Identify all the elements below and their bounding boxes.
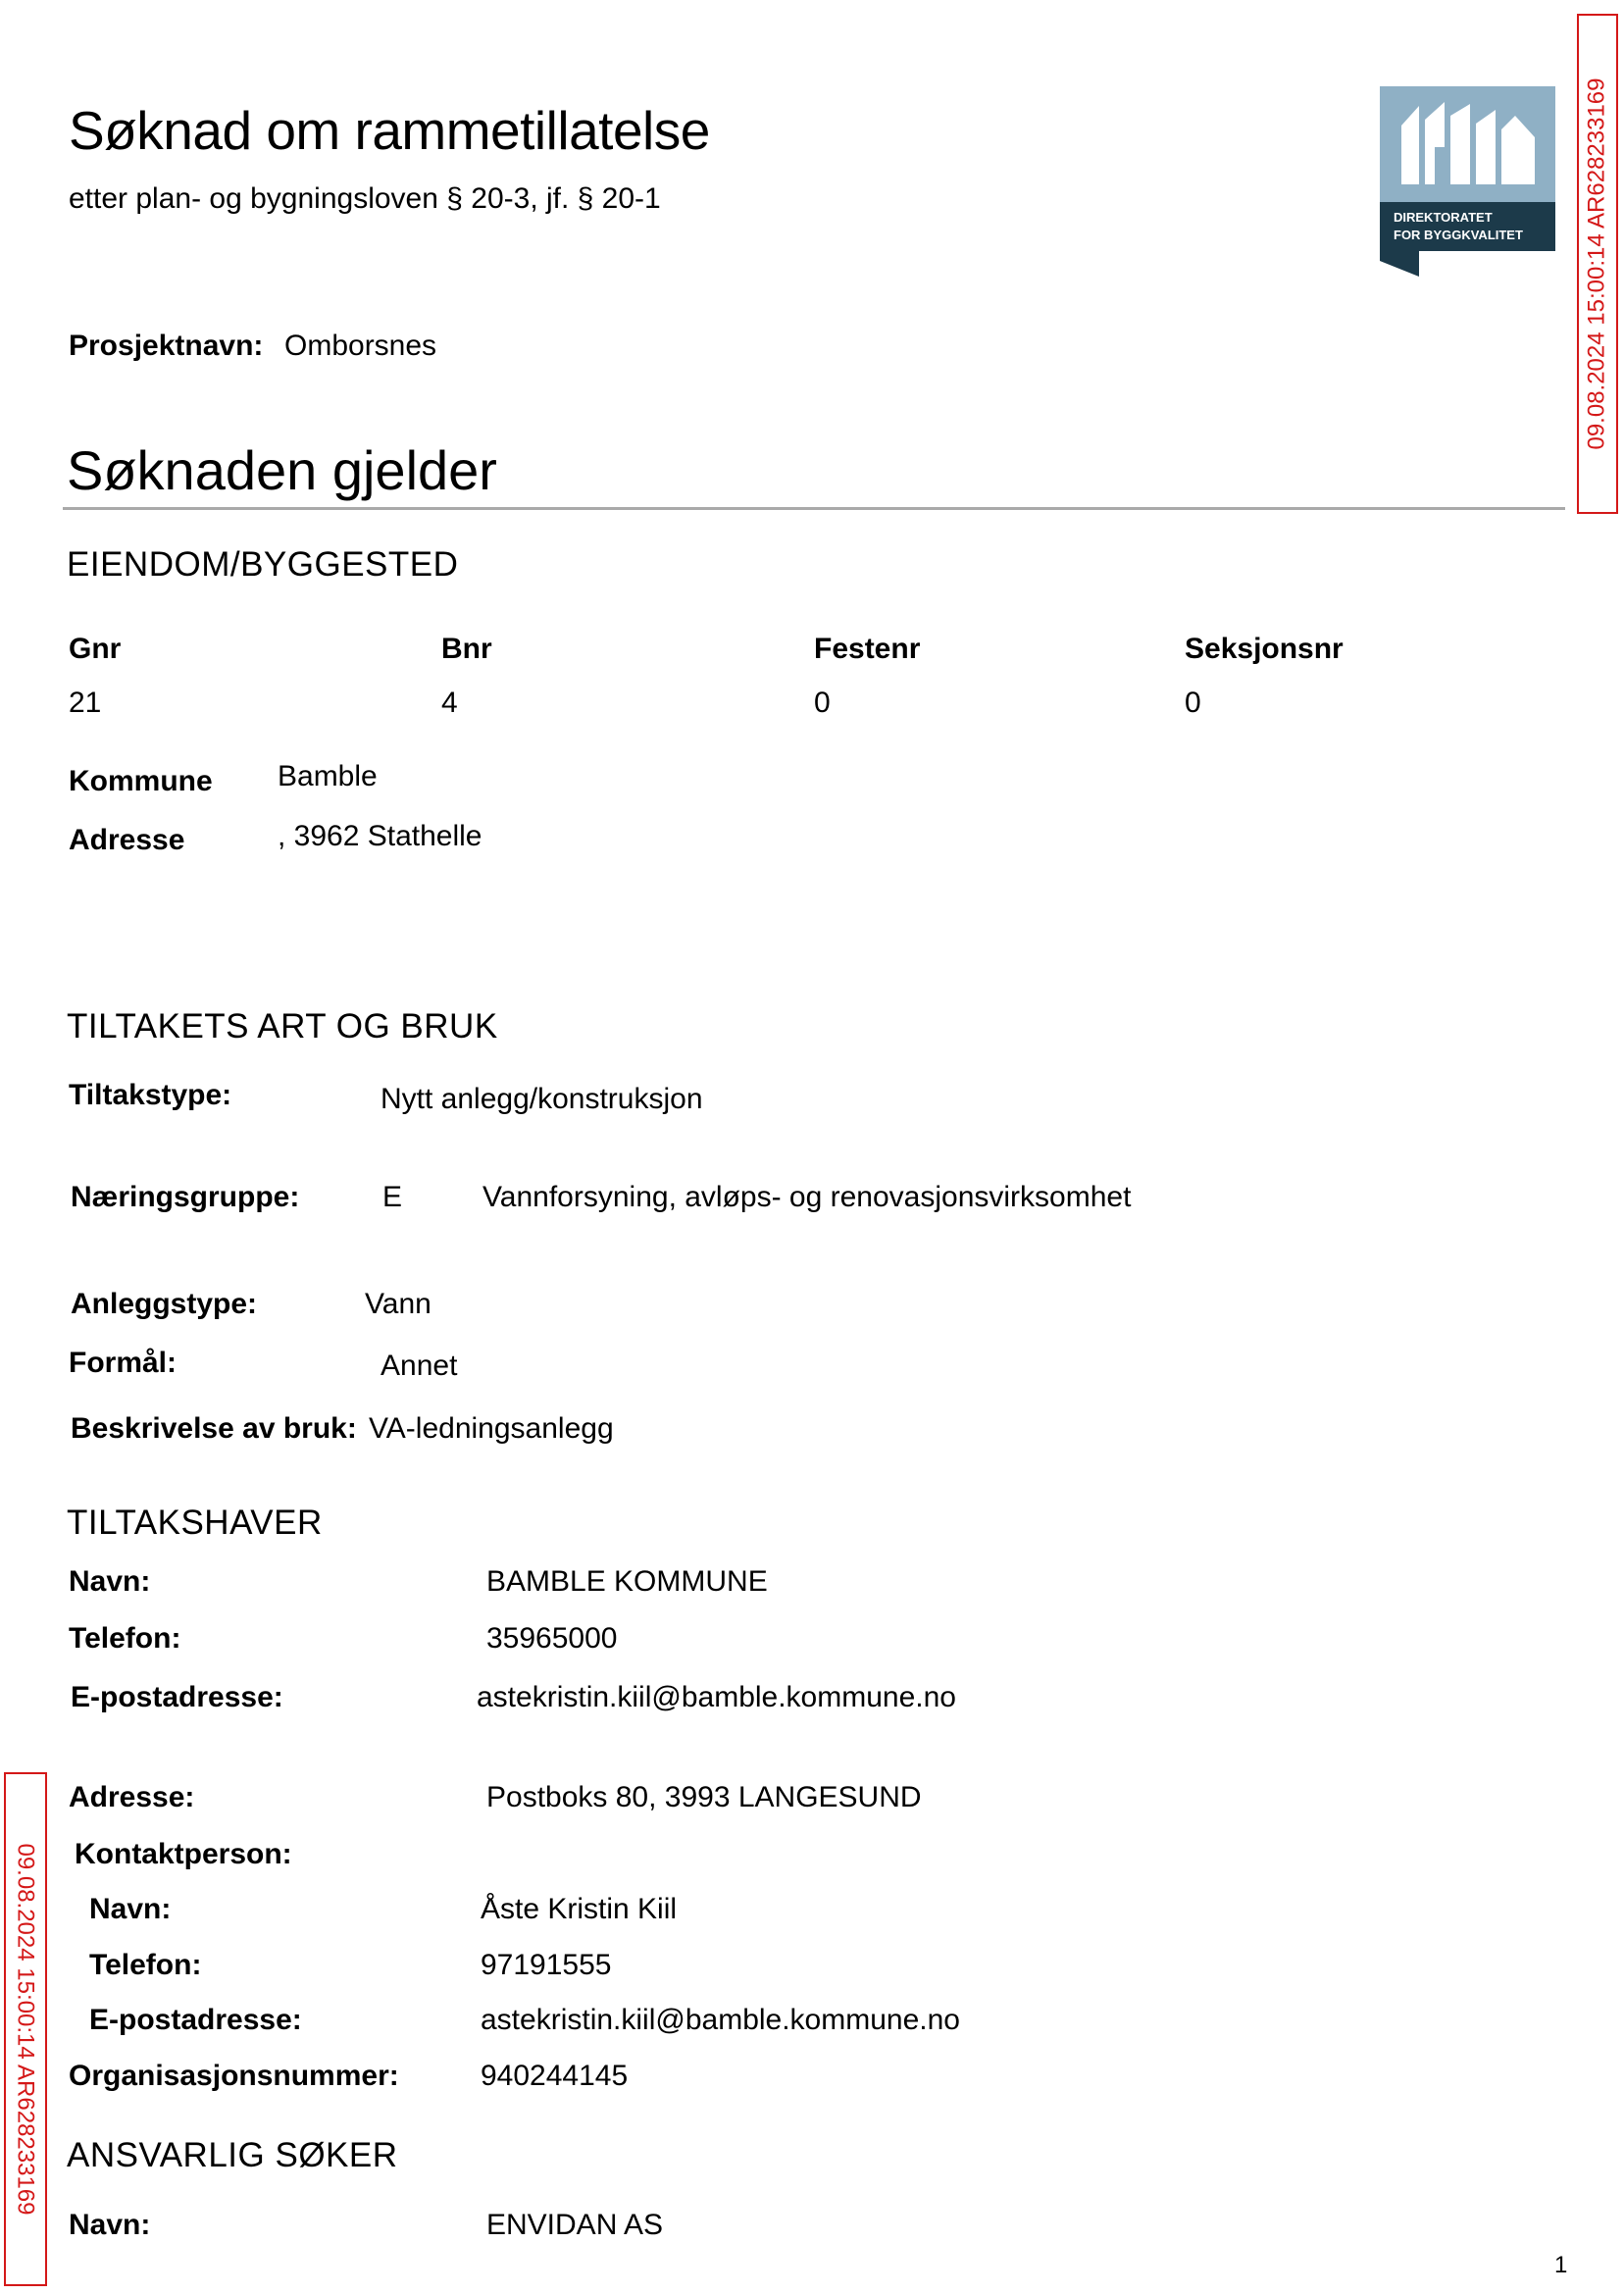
kontaktperson-label: Kontaktperson: xyxy=(75,1838,292,1870)
naeringsgruppe-code: E xyxy=(382,1181,403,1213)
col-gnr: Gnr xyxy=(69,633,122,665)
kontakt-epost-label: E-postadresse: xyxy=(89,2004,302,2036)
tiltakstype-label: Tiltakstype: xyxy=(69,1079,232,1111)
dibk-logo xyxy=(1380,86,1555,277)
kontakt-telefon-label: Telefon: xyxy=(89,1949,202,1981)
beskrivelse-value: VA-ledningsanlegg xyxy=(369,1412,614,1445)
adresse-value: , 3962 Stathelle xyxy=(278,820,482,852)
col-festenr: Festenr xyxy=(814,633,921,665)
val-festenr: 0 xyxy=(814,687,831,719)
beskrivelse-label: Beskrivelse av bruk: xyxy=(71,1412,357,1445)
kontakt-navn-label: Navn: xyxy=(89,1893,172,1925)
stamp-left xyxy=(4,1772,47,2286)
kontakt-telefon-value: 97191555 xyxy=(481,1949,612,1981)
orgnr-label: Organisasjonsnummer: xyxy=(69,2060,399,2092)
tiltakshaver-navn-value: BAMBLE KOMMUNE xyxy=(486,1565,768,1598)
logo-text-2: FOR BYGGKVALITET xyxy=(1394,228,1523,242)
kontakt-navn-value: Åste Kristin Kiil xyxy=(481,1893,678,1925)
col-seksjonsnr: Seksjonsnr xyxy=(1185,633,1344,665)
naeringsgruppe-value: Vannforsyning, avløps- og renovasjonsvirksomhet xyxy=(482,1181,1132,1213)
formal-label: Formål: xyxy=(69,1347,178,1379)
document-subtitle: etter plan- og bygningsloven § 20-3, jf. § 20-1 xyxy=(69,182,661,215)
property-heading: EIENDOM/BYGGESTED xyxy=(67,545,459,584)
kommune-value: Bamble xyxy=(278,760,378,792)
stamp-right-text: 09.08.2024 15:00:14 AR628233169 xyxy=(1584,77,1610,450)
stamp-left-text: 09.08.2024 15:00:14 AR628233169 xyxy=(13,1843,39,2216)
ansvarlig-navn-value: ENVIDAN AS xyxy=(486,2209,664,2241)
ansvarlig-soker-heading: ANSVARLIG SØKER xyxy=(67,2136,398,2174)
tiltakshaver-telefon-value: 35965000 xyxy=(486,1622,618,1655)
kommune-label: Kommune xyxy=(69,765,213,797)
adresse-label: Adresse xyxy=(69,824,185,856)
stamp-right xyxy=(1577,14,1618,514)
formal-value: Annet xyxy=(381,1350,458,1382)
tiltakshaver-navn-label: Navn: xyxy=(69,1565,151,1598)
tiltakshaver-adresse-value: Postboks 80, 3993 LANGESUND xyxy=(486,1781,922,1813)
val-gnr: 21 xyxy=(69,687,102,719)
project-label: Prosjektnavn: xyxy=(69,330,264,362)
tiltakshaver-epost-value: astekristin.kiil@bamble.kommune.no xyxy=(477,1681,956,1713)
col-bnr: Bnr xyxy=(441,633,492,665)
tiltakshaver-heading: TILTAKSHAVER xyxy=(67,1504,323,1542)
tiltakshaver-epost-label: E-postadresse: xyxy=(71,1681,283,1713)
page-number: 1 xyxy=(1554,2252,1568,2278)
section-heading: Søknaden gjelder xyxy=(67,439,497,501)
project-value: Omborsnes xyxy=(284,330,437,362)
naeringsgruppe-label: Næringsgruppe: xyxy=(71,1181,300,1213)
orgnr-value: 940244145 xyxy=(481,2060,629,2092)
tiltakshaver-adresse-label: Adresse: xyxy=(69,1781,195,1813)
ansvarlig-navn-label: Navn: xyxy=(69,2209,151,2241)
val-bnr: 4 xyxy=(441,687,458,719)
val-seksjonsnr: 0 xyxy=(1185,687,1201,719)
tiltak-heading: TILTAKETS ART OG BRUK xyxy=(67,1007,498,1045)
anleggstype-label: Anleggstype: xyxy=(71,1288,258,1320)
anleggstype-value: Vann xyxy=(365,1288,431,1320)
section-rule xyxy=(63,507,1565,510)
logo-text-1: DIREKTORATET xyxy=(1394,210,1493,225)
tiltakstype-value: Nytt anlegg/konstruksjon xyxy=(381,1083,703,1115)
kontakt-epost-value: astekristin.kiil@bamble.kommune.no xyxy=(481,2004,960,2036)
document-title: Søknad om rammetillatelse xyxy=(69,100,710,161)
tiltakshaver-telefon-label: Telefon: xyxy=(69,1622,181,1655)
